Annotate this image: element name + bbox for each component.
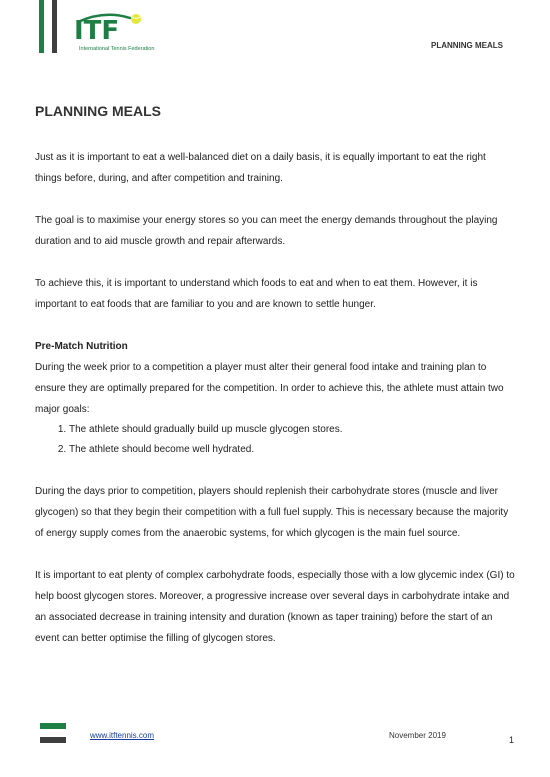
paragraph-carbohydrates: It is important to eat plenty of complex carbohydrate foods, especially those with a low glycemic index (GI) to help boost glycogen stores. Moreover, a progressive increase over several days in carbohydrate intake and an associated decrease in training intensity and duration (known as taper training) before the start of an event can better optimise the filling of glycogen stores. — [35, 570, 515, 644]
running-header-title: PLANNING MEALS — [431, 41, 503, 50]
section-heading-pre-match: Pre-Match Nutrition — [35, 341, 128, 352]
list-item: 1. The athlete should gradually build up muscle glycogen stores. — [69, 420, 515, 440]
footer-accent-bar-gray — [40, 737, 66, 743]
paragraph-goal: The goal is to maximise your energy stores so you can meet the energy demands throughout the playing duration and to aid muscle growth and repair afterwards. — [35, 215, 498, 247]
footer-website-link[interactable]: www.itftennis.com — [90, 731, 155, 740]
paragraph-days-prior: During the days prior to competition, players should replenish their carbohydrate stores (muscle and liver glycogen) so that they begin their competition with a full fuel supply. This is necessary because the majority of energy supply comes from the anaerobic systems, for which glycogen is the main fuel source. — [35, 486, 509, 539]
logo-wordmark: ITF — [74, 16, 120, 46]
footer-date: November 2019 — [389, 731, 446, 740]
header-accent-bar-green — [39, 0, 44, 53]
logo-subtitle: International Tennis Federation — [79, 46, 155, 52]
list-item: 2. The athlete should become well hydrated. — [69, 440, 515, 460]
paragraph-week-prior: During the week prior to a competition a player must alter their general food intake and training plan to ensure they are optimally prepared for the competition. In order to achieve this, the athlete must attain two major goals: — [35, 362, 504, 415]
goals-list — [35, 420, 515, 460]
footer-accent-bar-green — [40, 723, 66, 729]
paragraph-intro: Just as it is important to eat a well-balanced diet on a daily basis, it is equally important to eat the right things before, during, and after competition and training. — [35, 152, 486, 184]
paragraph-achieve: To achieve this, it is important to understand which foods to eat and when to eat them. However, it is important to eat foods that are familiar to you and are known to settle hunger. — [35, 278, 478, 310]
header-accent-bar-gray — [52, 0, 57, 53]
page-title: PLANNING MEALS — [35, 103, 161, 119]
page-number: 1 — [509, 735, 515, 745]
document-body — [35, 147, 515, 670]
